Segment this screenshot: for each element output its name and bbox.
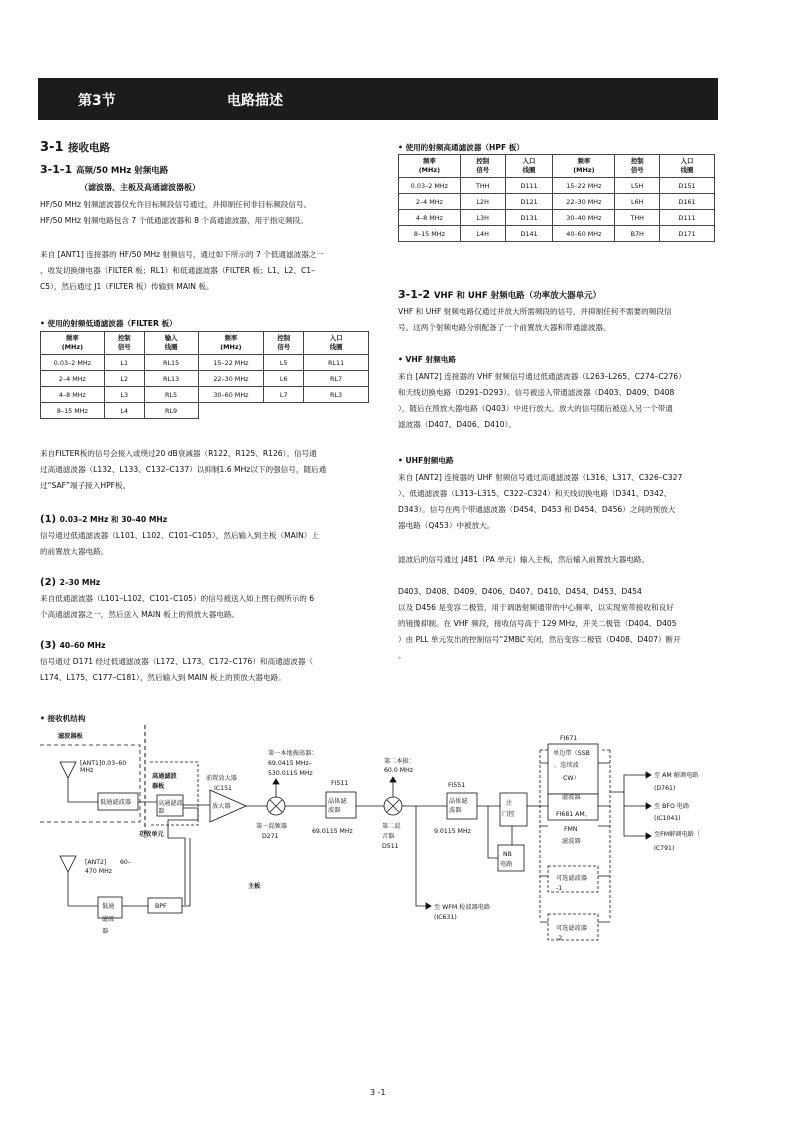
amp-text: 放大器: [212, 803, 231, 810]
heading-text: 接收电路: [68, 142, 111, 154]
crystal-filter1-text-1: 晶体滤: [328, 798, 347, 805]
ssb-text-3: CW）: [563, 775, 580, 782]
ant2-freq: 60–: [120, 859, 131, 866]
table-cell: D121: [505, 194, 553, 210]
hpf-board-label-1: 高通滤波: [152, 773, 177, 780]
am-output-label: 至 AM 解调电路: [654, 772, 699, 779]
mixer2-label-1: 第二混: [382, 823, 401, 830]
table-cell: B7H: [615, 226, 660, 242]
table-cell: 2–4 MHz: [399, 194, 461, 210]
table-header-cell: 输入 线圈: [144, 332, 198, 355]
table-cell: RL9: [144, 403, 198, 419]
table-cell: 4–8 MHz: [41, 387, 105, 403]
bpf-label: BPF: [155, 903, 167, 910]
table-cell: 30–60 MHz: [198, 387, 264, 403]
subsection-2-heading: (2) 2–30 MHz: [40, 577, 101, 588]
mixer2-icon: [384, 797, 402, 815]
paragraph-vhf-uhf: VHF 和 UHF 射频电路仅通过并放大所需频段的信号，并抑制任何不需要的频段信 号。这两个射频电路分别配备了一个前置放大器和带通滤波器。: [398, 307, 672, 332]
table-header-cell: 控制 信号: [104, 332, 144, 355]
subsection-1-heading: (1) 0.03–2 MHz 和 30–40 MHz: [40, 514, 168, 525]
table-cell: D111: [660, 210, 715, 226]
if2-freq: 9.0115 MHz: [434, 828, 471, 835]
fi511-label: FI511: [331, 780, 349, 787]
table-cell: L3: [104, 387, 144, 403]
gate-text-1: 注: [506, 800, 513, 807]
table-cell: L6: [264, 371, 304, 387]
ant2-unit: 470 MHz: [85, 868, 113, 875]
lpf1-label: 低通滤波器: [100, 799, 131, 806]
lpf2-text-1: 低通: [102, 903, 115, 910]
hpf1-label: 高通滤波: [158, 800, 183, 807]
paragraph-filtered-signal: 滤波后的信号通过 J481（PA 单元）输入主板，然后输入前置放大器电路。: [398, 555, 650, 564]
lo1-range-2: 530.0115 MHz: [268, 770, 313, 777]
table-cell: 22–30 MHz: [198, 371, 264, 387]
fmn-filter-text: 滤波器: [562, 838, 581, 845]
ssb-text-2: 、连续波: [554, 762, 579, 769]
fi671-label: FI671: [560, 735, 578, 742]
mixer2-ref: D511: [382, 843, 399, 850]
ant2-label: [ANT2]: [85, 859, 107, 866]
lo2-freq: 60.0 MHz: [384, 767, 413, 774]
fm-output-label: 至FM解调电路（: [654, 831, 701, 838]
nb-text-2: 电路: [500, 861, 513, 868]
crystal-filter1-block: [326, 792, 356, 818]
table-cell: RL7: [304, 371, 369, 387]
heading-text: VHF 和 UHF 射频电路（功率放大器单元）: [433, 291, 602, 301]
if1-freq: 69.0115 MHz: [312, 828, 353, 835]
table-cell: RL5: [144, 387, 198, 403]
table-cell: 8–15 MHz: [399, 226, 461, 242]
fi681-label: FI681 AM、: [556, 811, 591, 818]
hpf-board-label-2: 器板: [152, 783, 165, 790]
table-header-cell: 频率 (MHz): [41, 332, 105, 355]
paragraph-uhf: 来自 [ANT2] 连接器的 UHF 射频信号通过高通滤波器（L316、L317、C326–C327 ）、低通滤波器（L313–L315、C322–C324）和天线切换电路（D341、D342、 D343）。信号在两个带通滤波器（D454、D453 和 D454、D456）之间的预放大 器电路（Q453）中被放大。: [398, 473, 683, 530]
table-header-cell: 控制 信号: [460, 155, 505, 178]
subsection-2-text: 来自低通滤波器（L101–L102、C101–C105）的信号被送入如上图右侧所示的 6 个高通滤波器之一，然后送入 MAIN 板上的预放大器电路。: [40, 594, 315, 619]
table-cell: RL3: [304, 387, 369, 403]
table-header-cell: 频率 (MHz): [198, 332, 264, 355]
wfm-label: 至 WFM 检波器电路: [434, 904, 491, 911]
table-cell: THH: [460, 178, 505, 194]
mixer1-icon: [267, 797, 285, 815]
table-cell: 40–60 MHz: [553, 226, 615, 242]
ant1-unit: MHz: [80, 767, 94, 774]
heading-text: 高频/50 MHz 射频电路: [75, 166, 169, 176]
preamp-label: 前置放大器: [206, 775, 237, 782]
lpf-table-title: • 使用的射频低通滤波器（FILTER 板）: [40, 319, 177, 328]
crystal-filter1-text-2: 波器: [328, 807, 341, 814]
mixer2-label-2: 音器: [382, 833, 395, 840]
table-cell: 0.03–2 MHz: [41, 355, 105, 371]
table-cell: L2H: [460, 194, 505, 210]
table-cell: 2–4 MHz: [41, 371, 105, 387]
main-board-label: 主板: [248, 883, 261, 890]
heading-num: 3-1-2: [398, 288, 431, 301]
vhf-heading: • VHF 射频电路: [398, 355, 456, 364]
subsection-3-heading: (3) 40–60 MHz: [40, 640, 106, 651]
table-cell: L4: [104, 403, 144, 419]
fi551-label: FI551: [448, 782, 466, 789]
paragraph-ant1: 来自 [ANT1] 连接器的 HF/50 MHz 射频信号，通过如下所示的 7 个低通滤波器之一 、收发切换继电器（FILTER 板；RL1）和低通滤波器（FILTER 板；L1、L2、C1– C5），然后通过 J1（FILTER 板）传输到 MAIN 板。: [40, 250, 324, 291]
subsection-3-text: 信号通过 D171 经过低通滤波器（L172、L173、C172–C176）和高通滤波器（ L174、L175、C177–C181），然后输入到 MAIN 板上的预放大器电路。: [40, 657, 314, 682]
table-cell: D111: [505, 178, 553, 194]
wfm-ic: (IC631): [434, 914, 457, 921]
table-cell: D131: [505, 210, 553, 226]
table-cell: L2: [104, 371, 144, 387]
lpf2-text-3: 器: [102, 928, 109, 935]
diagram-title: • 接收机结构: [40, 714, 86, 723]
table-cell: RL11: [304, 355, 369, 371]
lo1-range-1: 69.0415 MHz–: [268, 760, 312, 767]
filter-text: 滤波器: [562, 794, 581, 801]
bfo-output-label: 至 BFO 电路: [654, 803, 690, 810]
table-cell: 0.03–2 MHz: [399, 178, 461, 194]
optional-filter2-text: 可选滤波器: [556, 925, 587, 932]
paragraph-filter-board: 来自FILTER板的信号会接入或绕过20 dB衰减器（R122、R125、R126）。信号通 过高通滤波器（L132、L133、C132–C137）以抑制1.6 MHz以下的强信号，随后通 过“SAF”端子接入HPF板。: [40, 449, 327, 490]
table-cell: RL13: [144, 371, 198, 387]
paragraph-vhf: 来自 [ANT2] 连接器的 VHF 射频信号通过低通滤波器（L263–L265、C274–C276） 和天线切换电路（D291–D293）。信号被送入带通滤波器（D403、D409、D408 ），随后在预放大器电路（Q403）中进行放大。放大的信号随后被送入另一个带通 滤波器（D407、D406、D410）。: [398, 372, 686, 429]
fm-output-ref: IC791): [654, 845, 675, 852]
table-cell: D141: [505, 226, 553, 242]
lpf2-text-2: 滤波: [102, 916, 115, 923]
subsection-1-text: 信号通过低通滤波器（L101、L102、C101–C105），然后输入到主板（MAIN）上 的前置放大器电路。: [40, 531, 319, 556]
table-header-cell: 入口 线圈: [505, 155, 553, 178]
table-header-cell: 入口 线圈: [660, 155, 715, 178]
subheading-3-1-1: （滤波器、主板及高通滤波器板）: [80, 183, 200, 192]
table-cell: 15–22 MHz: [198, 355, 264, 371]
hpf1-label-2: 器: [158, 808, 165, 815]
noise-gate-block: [500, 793, 527, 826]
optional-filter1-num: -1: [556, 885, 563, 892]
lo1-label: 第一本地振荡器：: [268, 750, 318, 757]
table-header-cell: 入口 线圈: [304, 332, 369, 355]
table-cell: L1: [104, 355, 144, 371]
section-title: 电路描述: [227, 93, 283, 109]
filter-board-label: 滤波器板: [58, 733, 83, 740]
paragraph-varactor: D403、D408、D409、D406、D407、D410、D454、D453、D454 以及 D456 是变容二极管，用于调谐射频通带的中心频率，以实现宽带接收和良好 的镜像抑制。在 VHF 频段，接收信号高于 129 MHz，开关二极管（D404、D405 ）由 PLL 单元发出的控制信号“2MBL”关闭，然后变容二极管（D408、D407）断开 。: [398, 587, 681, 660]
table-cell: L7: [264, 387, 304, 403]
crystal-filter2-text-2: 波器: [449, 807, 462, 814]
fmn-text: FMN: [564, 826, 578, 833]
crystal-filter2-block: [447, 793, 477, 819]
table-header-cell: 控制 信号: [615, 155, 660, 178]
table-header-cell: 控制 信号: [264, 332, 304, 355]
hpf-table-title: • 使用的射频高通滤波器（HPF 板）: [398, 143, 524, 152]
table-cell: 8–15 MHz: [41, 403, 105, 419]
table-cell: THH: [615, 210, 660, 226]
bfo-output-ref: (IC1041): [654, 815, 681, 822]
table-cell: D151: [660, 178, 715, 194]
lo2-label: 第二本振：: [384, 758, 415, 765]
page-number: 3 -1: [370, 1088, 386, 1097]
table-cell: L5: [264, 355, 304, 371]
preamp-ic: IC151: [214, 785, 232, 792]
heading-num: 3-1-1: [40, 163, 73, 176]
table-cell: L4H: [460, 226, 505, 242]
table-cell: L3H: [460, 210, 505, 226]
optional-filter2-num: -2: [556, 935, 563, 942]
table-cell: 22–30 MHz: [553, 194, 615, 210]
mixer1-ref: D271: [262, 833, 279, 840]
table-cell: RL15: [144, 355, 198, 371]
table-cell: 30–40 MHz: [553, 210, 615, 226]
uhf-heading: • UHF射频电路: [398, 456, 454, 465]
gate-text-2: 门控: [502, 811, 515, 818]
table-cell: L5H: [615, 178, 660, 194]
ssb-text-1: 单边带（SSB: [553, 750, 590, 757]
table-header-cell: 频率 (MHz): [553, 155, 615, 178]
crystal-filter2-text-1: 晶体滤: [449, 798, 468, 805]
optional-filter1-text: 可选滤波器: [556, 875, 587, 882]
section-number: 第3节: [78, 93, 116, 109]
table-cell: 4–8 MHz: [399, 210, 461, 226]
table-cell: 15–22 MHz: [553, 178, 615, 194]
nb-text-1: NB: [503, 851, 512, 858]
am-output-ref: (D761): [654, 785, 676, 792]
table-cell: L6H: [615, 194, 660, 210]
paragraph-hf-intro: HF/50 MHz 射频滤波器仅允许目标频段信号通过，并抑制任何非目标频段信号。 HF/50 MHz 射频电路包含 7 个低通滤波器和 8 个高通滤波器，用于指定频段。: [40, 200, 312, 225]
pa-unit-label: 功放单元: [139, 831, 164, 838]
filter-board-boundary: [40, 745, 140, 822]
table-header-cell: 频率 (MHz): [399, 155, 461, 178]
table-cell: D161: [660, 194, 715, 210]
antenna-icon: [60, 762, 76, 798]
mixer1-label: 第一混频器: [256, 823, 287, 830]
table-cell: D171: [660, 226, 715, 242]
heading-num: 3-1: [40, 140, 64, 155]
antenna2-icon: [60, 856, 76, 906]
ant1-label: [ANT1]0.03–60: [80, 760, 127, 767]
